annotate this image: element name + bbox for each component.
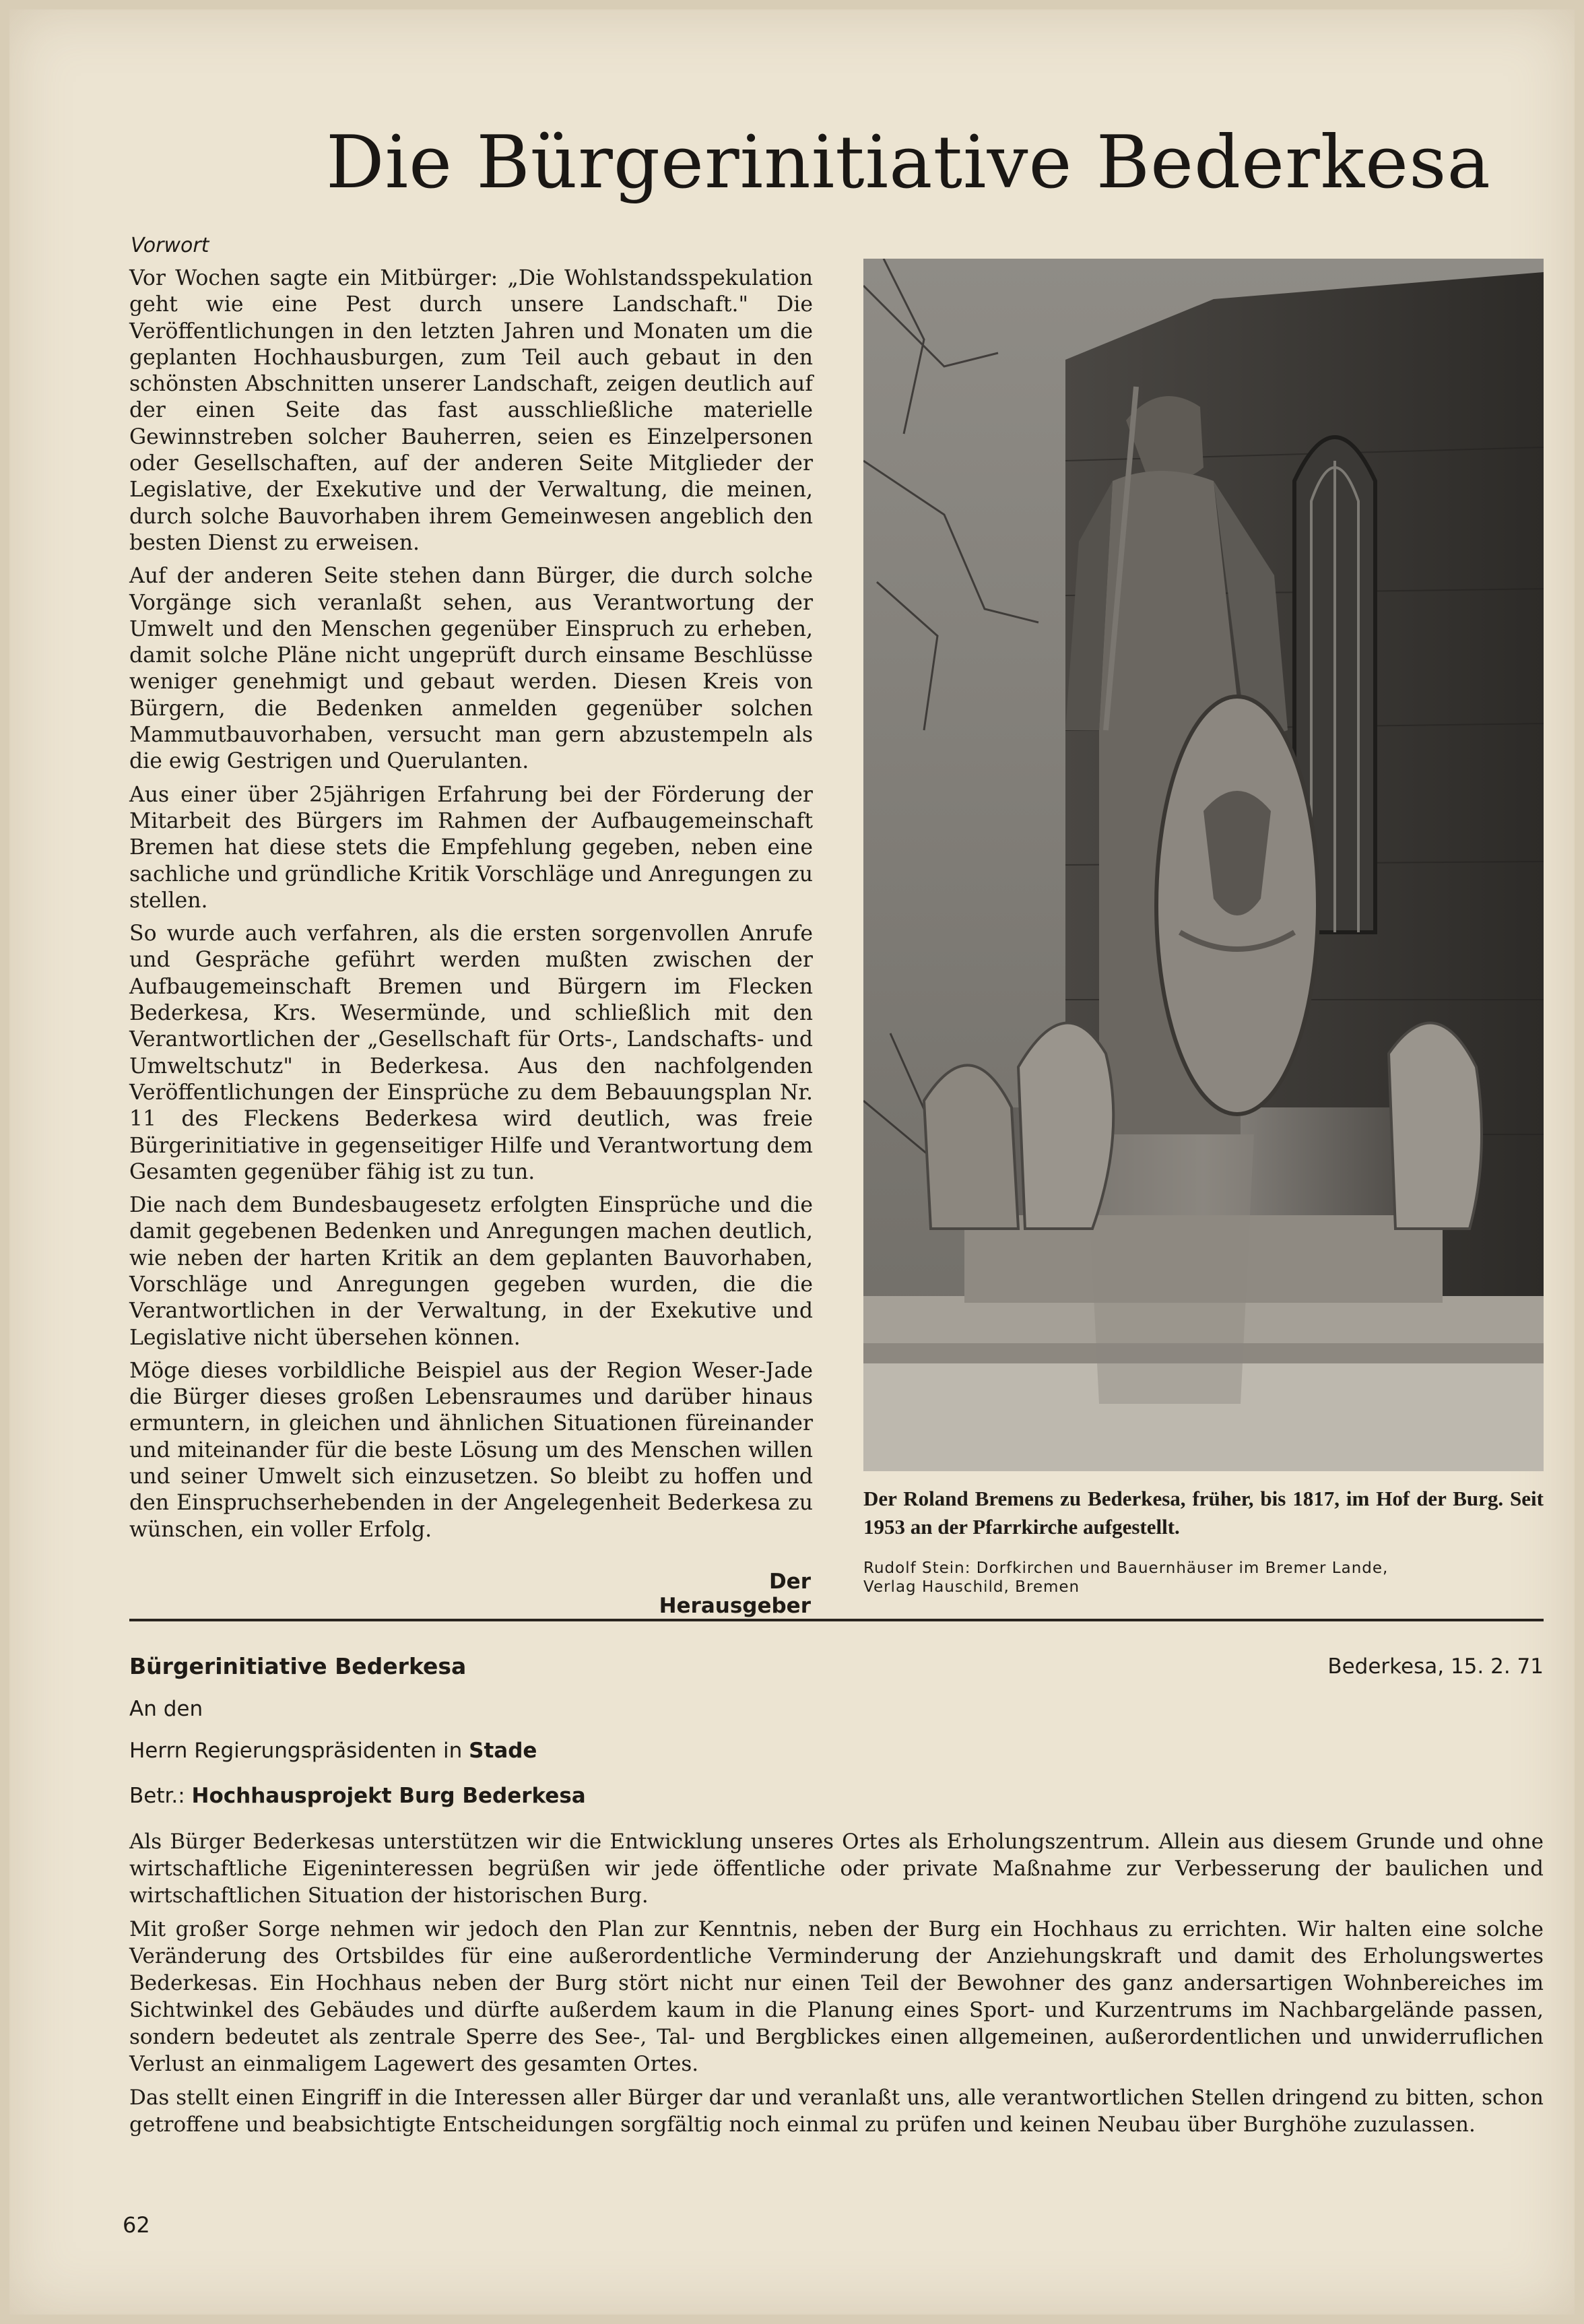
letter-date: Bederkesa, 15. 2. 71 — [1327, 1654, 1544, 1679]
letter-recipient-title: Herrn Regierungspräsidenten in — [129, 1739, 469, 1763]
letter-subject-text: Hochhausprojekt Burg Bederkesa — [191, 1784, 586, 1808]
letter-paragraph: Das stellt einen Eingriff in die Interessen aller Bürger dar und veranlaßt uns, alle verantwortlichen Stellen dringend zu bitten, schon getroffene und beabsichtigte Entscheidungen sorgfältig noch einmal zu prüfen und keinen Neubau über Burghöhe zuzulassen. — [129, 2086, 1544, 2137]
vorwort-paragraph: So wurde auch verfahren, als die ersten sorgenvollen Anrufe und Gespräche geführt werden mußten zwischen der Aufbaugemeinschaft Bremen und Bürgern im Flecken Bederkesa, Krs. Wesermünde, und schließlich mit den Verantwortlichen der „Gesellschaft für Orts-, Landschafts- und Umweltschutz" in Bederkesa. Aus den nachfolgenden Veröffentlichungen der Einsprüche zu dem Bebauungsplan Nr. 11 des Fleckens Bederkesa wird deutlich, was freie Bürgerinitiative in gegenseitiger Hilfe und Verantwortung dem Gesamten gegenüber fähig ist zu tun. — [129, 922, 813, 1184]
photo-credit-line: Verlag Hauschild, Bremen — [863, 1578, 1080, 1596]
vorwort-paragraph: Aus einer über 25jährigen Erfahrung bei der Förderung der Mitarbeit des Bürgers im Rahmen der Aufbaugemeinschaft Bremen hat diese stets die Empfehlung gegeben, neben eine sachliche und gründliche Kritik Vorschläge und Anregungen zu stellen. — [129, 782, 813, 913]
photo-credit-line: Rudolf Stein: Dorfkirchen und Bauernhäuser im Bremer Lande, — [863, 1559, 1389, 1577]
vorwort-paragraph: Die nach dem Bundesbaugesetz erfolgten Einsprüche und die damit gegebenen Bedenken und Anregungen machen deutlich, wie neben der harten Kritik an dem geplanten Bauvorhaben, Vorschläge und Anregungen gegeben wurden, die die Verantwortlichen in der Verwaltung, in der Exekutive und Legislative nicht übersehen können. — [129, 1193, 813, 1350]
page-number: 62 — [123, 2212, 150, 2238]
roland-statue-photo — [863, 259, 1544, 1471]
letter-paragraph: Als Bürger Bederkesas unterstützen wir die Entwicklung unseres Ortes als Erholungszentrum. Allein aus diesem Grunde und ohne wirtschaftliche Eigeninteressen begrüßen wir jede öffentliche oder private Maßnahme zur Verbesserung der baulichen und wirtschaftlichen Situation der historischen Burg. — [129, 1830, 1544, 1908]
vorwort-text — [129, 265, 813, 1550]
photo-caption: Der Roland Bremens zu Bederkesa, früher, bis 1817, im Hof der Burg. Seit 1953 an der Pfarrkirche aufgestellt. — [863, 1487, 1544, 1539]
publisher-signature: Der Herausgeber — [659, 1570, 811, 1618]
letter-subject-prefix: Betr.: — [129, 1784, 192, 1808]
magazine-page — [9, 9, 1575, 2315]
vorwort-label: Vorwort — [131, 234, 209, 257]
letter-recipient — [129, 1739, 537, 1763]
letter-paragraph: Mit großer Sorge nehmen wir jedoch den Plan zur Kenntnis, neben der Burg ein Hochhaus zu errichten. Wir halten eine solche Veränderung des Ortsbildes für eine außerordentliche Verminderung der Anziehungskraft und damit des Erholungswertes Bederkesas. Ein Hochhaus neben der Burg stört nicht nur einen Teil der Bewohner des ganz andersartigen Wohnbereiches im Sichtwinkel des Gebäudes und dürfte außerdem kaum in die Planung eines Sport- und Kurzentrums im Nachbargelände passen, sondern bedeutet als zentrale Sperre des See-, Tal- und Bergblickes einen allgemeinen, außerordentlichen und unwiderruflichen Verlust an einmaligem Lagewert des gesamten Ortes. — [129, 1917, 1544, 2076]
letter-sender: Bürgerinitiative Bederkesa — [129, 1653, 467, 1679]
vorwort-paragraph: Vor Wochen sagte ein Mitbürger: „Die Wohlstandsspekulation geht wie eine Pest durch unsere Landschaft." Die Veröffentlichungen in den letzten Jahren und Monaten um die geplanten Hochhausburgen, zum Teil auch gebaut in den schönsten Abschnitten unserer Landschaft, zeigen deutlich auf der einen Seite das fast ausschließliche materielle Gewinnstreben solcher Bauherren, seien es Einzelpersonen oder Gesellschaften, auf der anderen Seite Mitglieder der Legislative, der Exekutive und der Verwaltung, die meinen, durch solche Bauvorhaben ihrem Gemeinwesen angeblich den besten Dienst zu erweisen. — [129, 266, 813, 555]
letter-to: An den — [129, 1697, 203, 1721]
page-title: Die Bürgerinitiative Bederkesa — [326, 121, 1491, 205]
letter-body — [129, 1828, 1544, 2145]
roland-statue-illustration — [863, 259, 1544, 1471]
letter-subject — [129, 1784, 586, 1808]
vorwort-paragraph: Möge dieses vorbildliche Beispiel aus der Region Weser-Jade die Bürger dieses großen Lebensraumes und darüber hinaus ermuntern, in gleichen und ähnlichen Situationen füreinander und miteinander für die beste Lösung um des Menschen willen und seiner Umwelt sich einzusetzen. So bleibt zu hoffen und den Einspruchserhebenden in der Angelegenheit Bederkesa zu wünschen, ein voller Erfolg. — [129, 1358, 813, 1542]
vorwort-paragraph: Auf der anderen Seite stehen dann Bürger, die durch solche Vorgänge sich veranlaßt sehen, aus Verantwortung der Umwelt und den Menschen gegenüber Einspruch zu erheben, damit solche Pläne nicht ungeprüft durch einsame Beschlüsse weniger genehmigt und gebaut werden. Diesen Kreis von Bürgern, die Bedenken anmelden gegenüber solchen Mammutbauvorhaben, versucht man gern abzustempeln als die ewig Gestrigen und Querulanten. — [129, 564, 813, 774]
section-divider — [129, 1619, 1544, 1621]
letter-recipient-place: Stade — [469, 1739, 537, 1763]
photo-credit — [863, 1559, 1544, 1596]
